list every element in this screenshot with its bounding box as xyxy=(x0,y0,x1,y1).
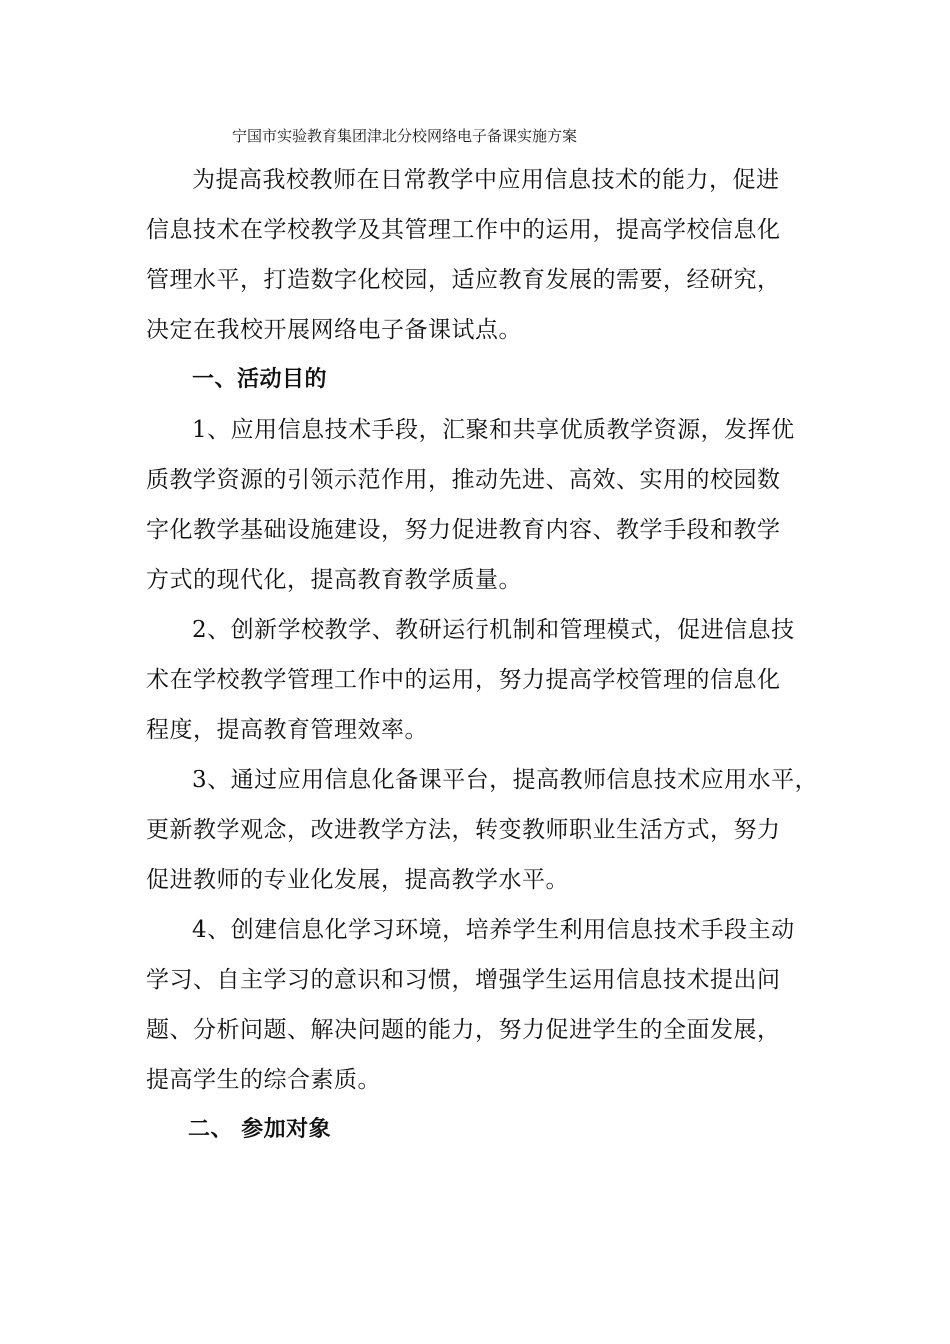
paragraph-line: 2、创新学校教学、教研运行机制和管理模式，促进信息技 xyxy=(192,617,795,643)
section-heading-purpose: 一、活动目的 xyxy=(192,367,328,392)
paragraph-line: 促进教师的专业化发展，提高教学水平。 xyxy=(146,867,569,893)
purpose-item-2 xyxy=(146,605,806,755)
paragraph-line: 提高学生的综合素质。 xyxy=(146,1067,381,1093)
paragraph-line: 为提高我校教师在日常教学中应用信息技术的能力，促进 xyxy=(192,167,780,193)
paragraph-line: 字化教学基础设施建设，努力促进教育内容、教学手段和教学 xyxy=(146,517,781,543)
paragraph-line: 程度，提高教育管理效率。 xyxy=(146,717,428,743)
paragraph-line: 术在学校教学管理工作中的运用，努力提高学校管理的信息化 xyxy=(146,667,781,693)
document-body xyxy=(146,155,819,1155)
paragraph-line: 信息技术在学校教学及其管理工作中的运用，提高学校信息化 xyxy=(146,217,781,243)
paragraph-line: 学习、自主学习的意识和习惯，增强学生运用信息技术提出问 xyxy=(146,967,781,993)
purpose-item-3 xyxy=(146,755,819,905)
document-title: 宁国市实验教育集团津北分校网络电子备课实施方案 xyxy=(232,127,578,145)
paragraph-line: 4、创建信息化学习环境，培养学生利用信息技术手段主动 xyxy=(192,917,795,943)
paragraph-line: 更新教学观念，改进教学方法，转变教师职业生活方式，努力 xyxy=(146,817,781,843)
paragraph-line: 题、分析问题、解决问题的能力，努力促进学生的全面发展， xyxy=(146,1017,781,1043)
intro-paragraph xyxy=(146,155,806,355)
purpose-item-1 xyxy=(146,405,806,605)
paragraph-line: 3、通过应用信息化备课平台，提高教师信息技术应用水平， xyxy=(192,767,819,793)
paragraph-line: 1、应用信息技术手段，汇聚和共享优质教学资源，发挥优 xyxy=(192,417,795,443)
paragraph-line: 质教学资源的引领示范作用，推动先进、高效、实用的校园数 xyxy=(146,467,781,493)
section-heading-participants: 二、 参加对象 xyxy=(188,1117,332,1142)
paragraph-line: 决定在我校开展网络电子备课试点。 xyxy=(146,317,522,343)
purpose-item-4 xyxy=(146,905,806,1105)
paragraph-line: 管理水平，打造数字化校园，适应教育发展的需要，经研究， xyxy=(146,267,781,293)
paragraph-line: 方式的现代化，提高教育教学质量。 xyxy=(146,567,522,593)
